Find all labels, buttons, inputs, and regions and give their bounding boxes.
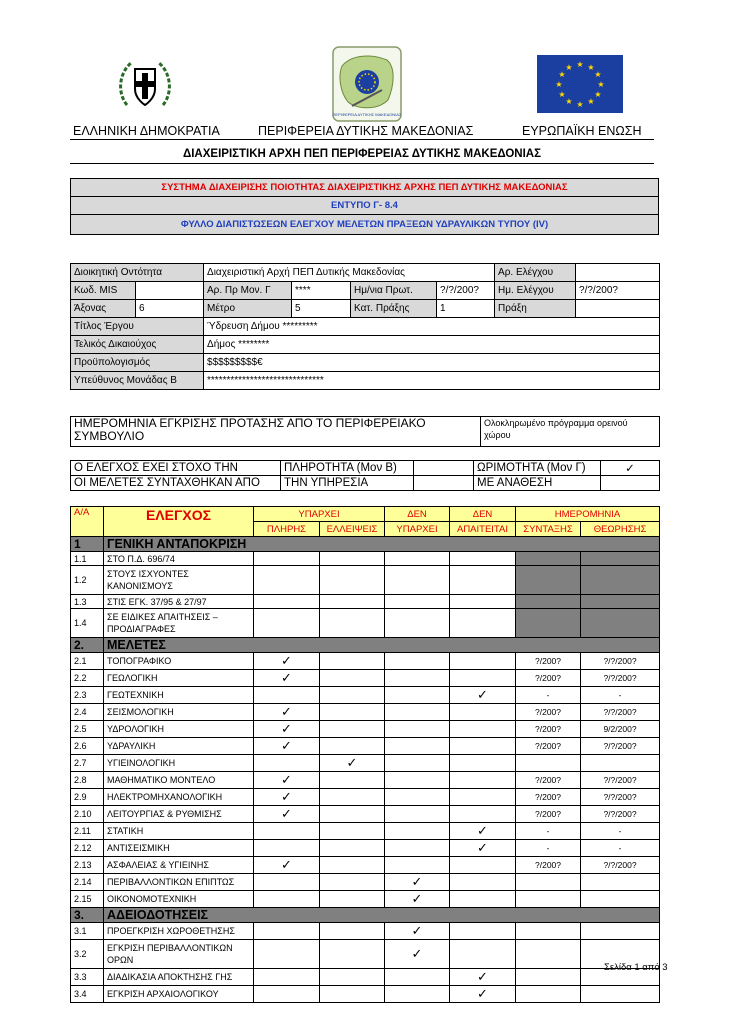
measure-label: Μέτρο — [204, 300, 292, 318]
cell-syntaxis — [516, 874, 581, 891]
row-label: ΣΕΙΣΜΟΛΟΓΙΚΗ — [104, 704, 254, 721]
cell-den-apaiteitai: ✓ — [450, 969, 516, 986]
form-code: ΕΝΤΥΠΟ Γ- 8.4 — [71, 197, 659, 215]
page-number: Σελίδα 1 από 3 — [604, 962, 668, 973]
row-label: ΥΔΡΟΛΟΓΙΚΗ — [104, 721, 254, 738]
row-number: 2.14 — [71, 874, 104, 891]
cell-plires — [254, 840, 320, 857]
protocol-number-label: Αρ. Πρ Μον. Γ — [204, 282, 292, 300]
row-number: 2.8 — [71, 772, 104, 789]
row-number: 3.1 — [71, 923, 104, 940]
row-number: 3.2 — [71, 940, 104, 969]
cell-den-apaiteitai — [450, 653, 516, 670]
cell-elleipseis — [320, 721, 385, 738]
col-complete-header: ΠΛΗΡΗΣ — [254, 522, 320, 537]
beneficiary-value: Δήμος ******** — [204, 336, 660, 354]
cell-den-yparxei: ✓ — [385, 940, 450, 969]
col-not2-header: ΔΕΝ — [450, 507, 516, 522]
cell-den-apaiteitai: ✓ — [450, 986, 516, 1003]
cell-plires — [254, 874, 320, 891]
cell-theorisis — [581, 595, 660, 609]
cell-den-yparxei: ✓ — [385, 923, 450, 940]
row-number: 1.3 — [71, 595, 104, 609]
checklist-row — [71, 653, 660, 670]
svg-text:★: ★ — [587, 63, 595, 72]
row-number: 3.3 — [71, 969, 104, 986]
cell-theorisis — [581, 566, 660, 595]
cell-plires: ✓ — [254, 772, 320, 789]
admin-entity-value: Διαχειριστική Αρχή ΠΕΠ Δυτικής Μακεδονίας — [204, 264, 495, 282]
row-label: ΑΝΤΙΣΕΙΣΜΙΚΗ — [104, 840, 254, 857]
greek-emblem-logo — [115, 55, 175, 115]
checklist-row — [71, 840, 660, 857]
cell-den-yparxei — [385, 857, 450, 874]
cell-den-yparxei — [385, 721, 450, 738]
row-number: 1.2 — [71, 566, 104, 595]
header-rule — [70, 139, 654, 140]
cell-den-apaiteitai — [450, 670, 516, 687]
cell-den-apaiteitai — [450, 874, 516, 891]
subtitle-rule — [70, 163, 654, 164]
region-logo — [332, 46, 402, 122]
header-right-caption: ΕΥΡΩΠΑΪΚΗ ΕΝΩΣΗ — [522, 124, 642, 138]
checklist-row — [71, 609, 660, 638]
col-not-required-header: ΑΠΑΙΤΕΙΤΑΙ — [450, 522, 516, 537]
eu-flag-logo — [537, 55, 623, 113]
cell-elleipseis — [320, 857, 385, 874]
col-deficient-header: ΕΛΛΕΙΨΕΙΣ — [320, 522, 385, 537]
cell-plires — [254, 940, 320, 969]
cell-den-apaiteitai — [450, 923, 516, 940]
checklist-row — [71, 874, 660, 891]
checklist-row — [71, 595, 660, 609]
section-title: ΓΕΝΙΚΗ ΑΝΤΑΠΟΚΡΙΣΗ — [104, 537, 660, 552]
cell-plires: ✓ — [254, 704, 320, 721]
checklist-row — [71, 789, 660, 806]
cell-syntaxis: ?/200? — [516, 857, 581, 874]
checklist-row — [71, 857, 660, 874]
cell-den-apaiteitai — [450, 704, 516, 721]
checklist-row — [71, 670, 660, 687]
cell-den-apaiteitai — [450, 857, 516, 874]
cell-plires — [254, 891, 320, 908]
project-title-label: Τίτλος Έργου — [71, 318, 204, 336]
cell-syntaxis: - — [516, 840, 581, 857]
cell-den-yparxei — [385, 704, 450, 721]
cell-elleipseis — [320, 891, 385, 908]
cell-den-yparxei — [385, 738, 450, 755]
cell-theorisis — [581, 986, 660, 1003]
cell-elleipseis — [320, 923, 385, 940]
cell-elleipseis — [320, 687, 385, 704]
cell-theorisis: ?/?/200? — [581, 738, 660, 755]
row-label: ΠΕΡΙΒΑΛΛΟΝΤΙΚΩΝ ΕΠΙΠΤΩΣ — [104, 874, 254, 891]
row-label: ΛΕΙΤΟΥΡΓΙΑΣ & ΡΥΘΜΙΣΗΣ — [104, 806, 254, 823]
cell-den-apaiteitai: ✓ — [450, 687, 516, 704]
goal-maturity-check: ✓ — [601, 461, 660, 476]
svg-text:★: ★ — [576, 60, 584, 69]
row-number: 2.15 — [71, 891, 104, 908]
axis-label: Άξονας — [71, 300, 136, 318]
unit-manager-value: ****************************** — [204, 372, 660, 390]
cell-den-apaiteitai — [450, 566, 516, 595]
cell-syntaxis: ?/200? — [516, 670, 581, 687]
header-left-caption: ΕΛΛΗΝΙΚΗ ΔΗΜΟΚΡΑΤΙΑ — [73, 124, 220, 138]
row-number: 2.9 — [71, 789, 104, 806]
cell-syntaxis: ?/200? — [516, 789, 581, 806]
protocol-date-label: Ημ/νια Πρωτ. — [351, 282, 437, 300]
cell-theorisis: ?/?/200? — [581, 789, 660, 806]
cell-elleipseis — [320, 670, 385, 687]
cell-den-yparxei — [385, 653, 450, 670]
cell-syntaxis — [516, 566, 581, 595]
goal-completeness: ΠΛΗΡΟΤΗΤΑ (Μον Β) — [281, 461, 414, 476]
cell-elleipseis — [320, 789, 385, 806]
row-number: 2.13 — [71, 857, 104, 874]
budget-value: $$$$$$$$$€ — [204, 354, 660, 372]
row-number: 2.4 — [71, 704, 104, 721]
section-number: 2. — [71, 638, 104, 653]
cell-den-apaiteitai — [450, 552, 516, 566]
row-label: ΜΑΘΗΜΑΤΙΚΟ ΜΟΝΤΕΛΟ — [104, 772, 254, 789]
check-date-label: Ημ. Ελέγχου — [495, 282, 576, 300]
cell-elleipseis — [320, 609, 385, 638]
authored-by-service-check — [414, 476, 474, 491]
row-label: ΣΕ ΕΙΔΙΚΕΣ ΑΠΑΙΤΗΣΕΙΣ – ΠΡΟΔΙΑΓΡΑΦΕΣ — [104, 609, 254, 638]
col-approval-date-header: ΘΕΩΡΗΣΗΣ — [581, 522, 660, 537]
cell-theorisis — [581, 552, 660, 566]
cell-theorisis: ?/?/200? — [581, 772, 660, 789]
row-label: ΥΔΡΑΥΛΙΚΗ — [104, 738, 254, 755]
checklist-row — [71, 566, 660, 595]
checklist-row — [71, 923, 660, 940]
row-label: ΑΣΦΑΛΕΙΑΣ & ΥΓΙΕΙΝΗΣ — [104, 857, 254, 874]
form-title-line1: ΣΥΣΤΗΜΑ ΔΙΑΧΕΙΡΙΣΗΣ ΠΟΙΟΤΗΤΑΣ ΔΙΑΧΕΙΡΙΣΤΙΚΗΣ ΑΡΧΗΣ ΠΕΠ ΔΥΤΙΚΗΣ ΜΑΚΕΔΟΝΙΑΣ — [71, 179, 659, 197]
section-header-row — [71, 638, 660, 653]
row-number: 2.1 — [71, 653, 104, 670]
mis-code-value — [136, 282, 204, 300]
approval-date-value: Ολοκληρωμένο πρόγραμμα ορεινού χώρου — [481, 417, 660, 447]
cell-plires: ✓ — [254, 857, 320, 874]
cell-theorisis: - — [581, 840, 660, 857]
row-number: 2.10 — [71, 806, 104, 823]
authored-by-service: ΤΗΝ ΥΠΗΡΕΣΙΑ — [281, 476, 414, 491]
cell-den-apaiteitai — [450, 595, 516, 609]
cell-den-apaiteitai: ✓ — [450, 823, 516, 840]
cell-plires — [254, 609, 320, 638]
goal-completeness-check — [414, 461, 474, 476]
checklist-row — [71, 823, 660, 840]
col-exists-header: ΥΠΑΡΧΕΙ — [254, 507, 385, 522]
row-label: ΣΤΙΣ ΕΓΚ. 37/95 & 27/97 — [104, 595, 254, 609]
cell-elleipseis — [320, 969, 385, 986]
cell-theorisis: - — [581, 823, 660, 840]
svg-text:★: ★ — [555, 80, 563, 89]
row-label: ΔΙΑΔΙΚΑΣΙΑ ΑΠΟΚΤΗΣΗΣ ΓΗΣ — [104, 969, 254, 986]
protocol-number-value: **** — [292, 282, 351, 300]
cell-den-apaiteitai — [450, 940, 516, 969]
cell-den-yparxei: ✓ — [385, 891, 450, 908]
cell-syntaxis — [516, 552, 581, 566]
row-number: 2.5 — [71, 721, 104, 738]
check-number-value — [576, 264, 660, 282]
cell-den-apaiteitai — [450, 772, 516, 789]
cell-syntaxis: - — [516, 687, 581, 704]
section-header-row — [71, 908, 660, 923]
cell-syntaxis: ?/200? — [516, 806, 581, 823]
cell-elleipseis — [320, 738, 385, 755]
cell-syntaxis: ?/200? — [516, 772, 581, 789]
admin-entity-label: Διοικητική Οντότητα — [71, 264, 204, 282]
row-label: ΥΓΙΕΙΝΟΛΟΓΙΚΗ — [104, 755, 254, 772]
row-label: ΤΟΠΟΓΡΑΦΙΚΟ — [104, 653, 254, 670]
cell-syntaxis: ?/200? — [516, 738, 581, 755]
row-label: ΠΡΟΕΓΚΡΙΣΗ ΧΩΡΟΘΕΤΗΣΗΣ — [104, 923, 254, 940]
checklist-table — [70, 506, 660, 1003]
row-label: ΣΤΟΥΣ ΙΣΧΥΟΝΤΕΣ ΚΑΝΟΝΙΣΜΟΥΣ — [104, 566, 254, 595]
cell-syntaxis — [516, 755, 581, 772]
col-date-header: ΗΜΕΡΟΜΗΝΙΑ — [516, 507, 660, 522]
action-value — [576, 300, 660, 318]
cell-den-yparxei — [385, 670, 450, 687]
svg-text:★: ★ — [565, 63, 573, 72]
cell-den-yparxei: ✓ — [385, 874, 450, 891]
authored-by-contract-check — [601, 476, 660, 491]
project-info-table — [70, 263, 660, 390]
row-number: 2.2 — [71, 670, 104, 687]
cell-syntaxis — [516, 986, 581, 1003]
svg-text:★: ★ — [597, 80, 605, 89]
cell-theorisis: ?/?/200? — [581, 653, 660, 670]
svg-text:★: ★ — [565, 97, 573, 106]
col-not-exists-header: ΥΠΑΡΧΕΙ — [385, 522, 450, 537]
cell-theorisis: 9/2/200? — [581, 721, 660, 738]
row-number: 2.3 — [71, 687, 104, 704]
checklist-row — [71, 986, 660, 1003]
row-number: 2.7 — [71, 755, 104, 772]
checklist-row — [71, 772, 660, 789]
action-label: Πράξη — [495, 300, 576, 318]
check-goal-table — [70, 460, 660, 491]
cell-elleipseis — [320, 552, 385, 566]
cell-syntaxis: - — [516, 823, 581, 840]
check-number-label: Αρ. Ελέγχου — [495, 264, 576, 282]
row-label: ΟΙΚΟΝΟΜΟΤΕΧΝΙΚΗ — [104, 891, 254, 908]
cell-elleipseis — [320, 940, 385, 969]
region-logo-caption: ΠΕΡΙΦΕΡΕΙΑ ΔΥΤΙΚΗΣ ΜΑΚΕΔΟΝΙΑΣ — [332, 112, 402, 117]
cell-den-yparxei — [385, 969, 450, 986]
cell-den-apaiteitai — [450, 891, 516, 908]
cell-plires — [254, 986, 320, 1003]
checklist-row — [71, 552, 660, 566]
axis-value: 6 — [136, 300, 204, 318]
col-check-header: ΕΛΕΓΧΟΣ — [104, 507, 254, 537]
budget-label: Προϋπολογισμός — [71, 354, 204, 372]
cell-elleipseis — [320, 823, 385, 840]
cell-theorisis: ?/?/200? — [581, 857, 660, 874]
checklist-row — [71, 738, 660, 755]
row-label: ΓΕΩΤΕΧΝΙΚΗ — [104, 687, 254, 704]
checklist-row — [71, 755, 660, 772]
section-title: ΑΔΕΙΟΔΟΤΗΣΕΙΣ — [104, 908, 660, 923]
cell-den-yparxei — [385, 755, 450, 772]
cell-den-apaiteitai — [450, 609, 516, 638]
row-number: 2.6 — [71, 738, 104, 755]
cell-plires: ✓ — [254, 670, 320, 687]
action-category-value: 1 — [437, 300, 495, 318]
form-title-line3: ΦΥΛΛΟ ΔΙΑΠΙΣΤΩΣΕΩΝ ΕΛΕΓΧΟΥ ΜΕΛΕΤΩΝ ΠΡΑΞΕΩΝ ΥΔΡΑΥΛΙΚΩΝ ΤΥΠΟΥ (IV) — [71, 215, 659, 235]
approval-date-box — [70, 416, 660, 447]
unit-manager-label: Υπεύθυνος Μονάδας Β — [71, 372, 204, 390]
cell-theorisis: - — [581, 687, 660, 704]
measure-value: 5 — [292, 300, 351, 318]
cell-plires: ✓ — [254, 653, 320, 670]
cell-den-yparxei — [385, 552, 450, 566]
cell-syntaxis — [516, 923, 581, 940]
checklist-row — [71, 806, 660, 823]
cell-syntaxis — [516, 940, 581, 969]
cell-theorisis — [581, 891, 660, 908]
cell-plires: ✓ — [254, 806, 320, 823]
cell-theorisis — [581, 874, 660, 891]
checklist-row — [71, 687, 660, 704]
goal-maturity: ΩΡΙΜΟΤΗΤΑ (Μον Γ) — [474, 461, 601, 476]
checklist-row — [71, 940, 660, 969]
cell-plires — [254, 595, 320, 609]
cell-plires — [254, 566, 320, 595]
row-label: ΗΛΕΚΤΡΟΜΗΧΑΝΟΛΟΓΙΚΗ — [104, 789, 254, 806]
cell-den-yparxei — [385, 806, 450, 823]
svg-text:★: ★ — [587, 97, 595, 106]
row-label: ΕΓΚΡΙΣΗ ΑΡΧΑΙΟΛΟΓΙΚΟΥ — [104, 986, 254, 1003]
row-number: 1.4 — [71, 609, 104, 638]
section-number: 3. — [71, 908, 104, 923]
cell-den-apaiteitai — [450, 806, 516, 823]
cell-elleipseis — [320, 704, 385, 721]
section-number: 1 — [71, 537, 104, 552]
cell-elleipseis — [320, 986, 385, 1003]
mis-code-label: Κωδ. MIS — [71, 282, 136, 300]
cell-theorisis — [581, 923, 660, 940]
checklist-row — [71, 721, 660, 738]
cell-elleipseis — [320, 566, 385, 595]
row-label: ΣΤΟ Π.Δ. 696/74 — [104, 552, 254, 566]
svg-text:★: ★ — [594, 90, 602, 99]
cell-den-yparxei — [385, 840, 450, 857]
svg-text:★: ★ — [594, 70, 602, 79]
svg-text:★: ★ — [558, 90, 566, 99]
managing-authority-title: ΔΙΑΧΕΙΡΙΣΤΙΚΗ ΑΡΧΗ ΠΕΠ ΠΕΡΙΦΕΡΕΙΑΣ ΔΥΤΙΚΗΣ ΜΑΚΕΔΟΝΙΑΣ — [182, 148, 542, 160]
cell-syntaxis — [516, 891, 581, 908]
cell-elleipseis — [320, 595, 385, 609]
project-title-value: Ύδρευση Δήμου ********* — [204, 318, 660, 336]
cell-plires — [254, 823, 320, 840]
cell-syntaxis — [516, 969, 581, 986]
cell-plires — [254, 969, 320, 986]
cell-syntaxis — [516, 609, 581, 638]
checklist-row — [71, 969, 660, 986]
cell-den-yparxei — [385, 687, 450, 704]
section-title: ΜΕΛΕΤΕΣ — [104, 638, 660, 653]
cell-den-apaiteitai — [450, 738, 516, 755]
authored-by-label: ΟΙ ΜΕΛΕΤΕΣ ΣΥΝΤΑΧΘΗΚΑΝ ΑΠΟ — [71, 476, 281, 491]
header-middle-caption: ΠΕΡΙΦΕΡΕΙΑ ΔΥΤΙΚΗΣ ΜΑΚΕΔΟΝΙΑΣ — [258, 124, 474, 138]
cell-den-yparxei — [385, 789, 450, 806]
row-number: 1.1 — [71, 552, 104, 566]
cell-elleipseis — [320, 874, 385, 891]
beneficiary-label: Τελικός Δικαιούχος — [71, 336, 204, 354]
svg-text:★: ★ — [558, 70, 566, 79]
checklist-row — [71, 891, 660, 908]
col-not1-header: ΔΕΝ — [385, 507, 450, 522]
cell-plires: ✓ — [254, 721, 320, 738]
cell-elleipseis — [320, 840, 385, 857]
cell-theorisis — [581, 755, 660, 772]
cell-syntaxis — [516, 595, 581, 609]
row-label: ΓΕΩΛΟΓΙΚΗ — [104, 670, 254, 687]
approval-date-label: ΗΜΕΡΟΜΗΝΙΑ ΕΓΚΡΙΣΗΣ ΠΡΟΤΑΣΗΣ ΑΠΟ ΤΟ ΠΕΡΙΦΕΡΕΙΑΚΟ ΣΥΜΒΟΥΛΙΟ — [71, 417, 481, 447]
cell-elleipseis — [320, 772, 385, 789]
cell-den-yparxei — [385, 986, 450, 1003]
cell-den-apaiteitai — [450, 755, 516, 772]
cell-den-yparxei — [385, 823, 450, 840]
cell-syntaxis: ?/200? — [516, 704, 581, 721]
cell-den-apaiteitai: ✓ — [450, 840, 516, 857]
row-number: 3.4 — [71, 986, 104, 1003]
authored-by-contract: ΜΕ ΑΝΑΘΕΣΗ — [474, 476, 601, 491]
check-date-value: ?/?/200? — [576, 282, 660, 300]
cell-elleipseis — [320, 653, 385, 670]
cell-den-yparxei — [385, 609, 450, 638]
col-drafting-date-header: ΣΥΝΤΑΞΗΣ — [516, 522, 581, 537]
cell-den-apaiteitai — [450, 789, 516, 806]
cell-den-yparxei — [385, 772, 450, 789]
cell-den-apaiteitai — [450, 721, 516, 738]
section-header-row — [71, 537, 660, 552]
action-category-label: Κατ. Πράξης — [351, 300, 437, 318]
row-label: ΕΓΚΡΙΣΗ ΠΕΡΙΒΑΛΛΟΝΤΙΚΩΝ ΟΡΩΝ — [104, 940, 254, 969]
cell-den-yparxei — [385, 595, 450, 609]
cell-plires: ✓ — [254, 738, 320, 755]
cell-elleipseis: ✓ — [320, 755, 385, 772]
cell-plires — [254, 687, 320, 704]
row-label: ΣΤΑΤΙΚΗ — [104, 823, 254, 840]
svg-text:★: ★ — [576, 100, 584, 109]
cell-plires — [254, 552, 320, 566]
goal-label: Ο ΕΛΕΓΧΟΣ ΕΧΕΙ ΣΤΟΧΟ ΤΗΝ — [71, 461, 281, 476]
cell-den-yparxei — [385, 566, 450, 595]
row-number: 2.12 — [71, 840, 104, 857]
checklist-row — [71, 704, 660, 721]
cell-theorisis: ?/?/200? — [581, 806, 660, 823]
col-aa-header: Α/Α — [71, 507, 104, 537]
cell-theorisis: ?/?/200? — [581, 670, 660, 687]
cell-syntaxis: ?/200? — [516, 721, 581, 738]
row-number: 2.11 — [71, 823, 104, 840]
cell-plires — [254, 923, 320, 940]
protocol-date-value: ?/?/200? — [437, 282, 495, 300]
cell-syntaxis: ?/200? — [516, 653, 581, 670]
cell-theorisis: ?/?/200? — [581, 704, 660, 721]
cell-plires: ✓ — [254, 789, 320, 806]
cell-theorisis — [581, 609, 660, 638]
form-title-box — [70, 178, 659, 235]
cell-elleipseis — [320, 806, 385, 823]
cell-plires — [254, 755, 320, 772]
